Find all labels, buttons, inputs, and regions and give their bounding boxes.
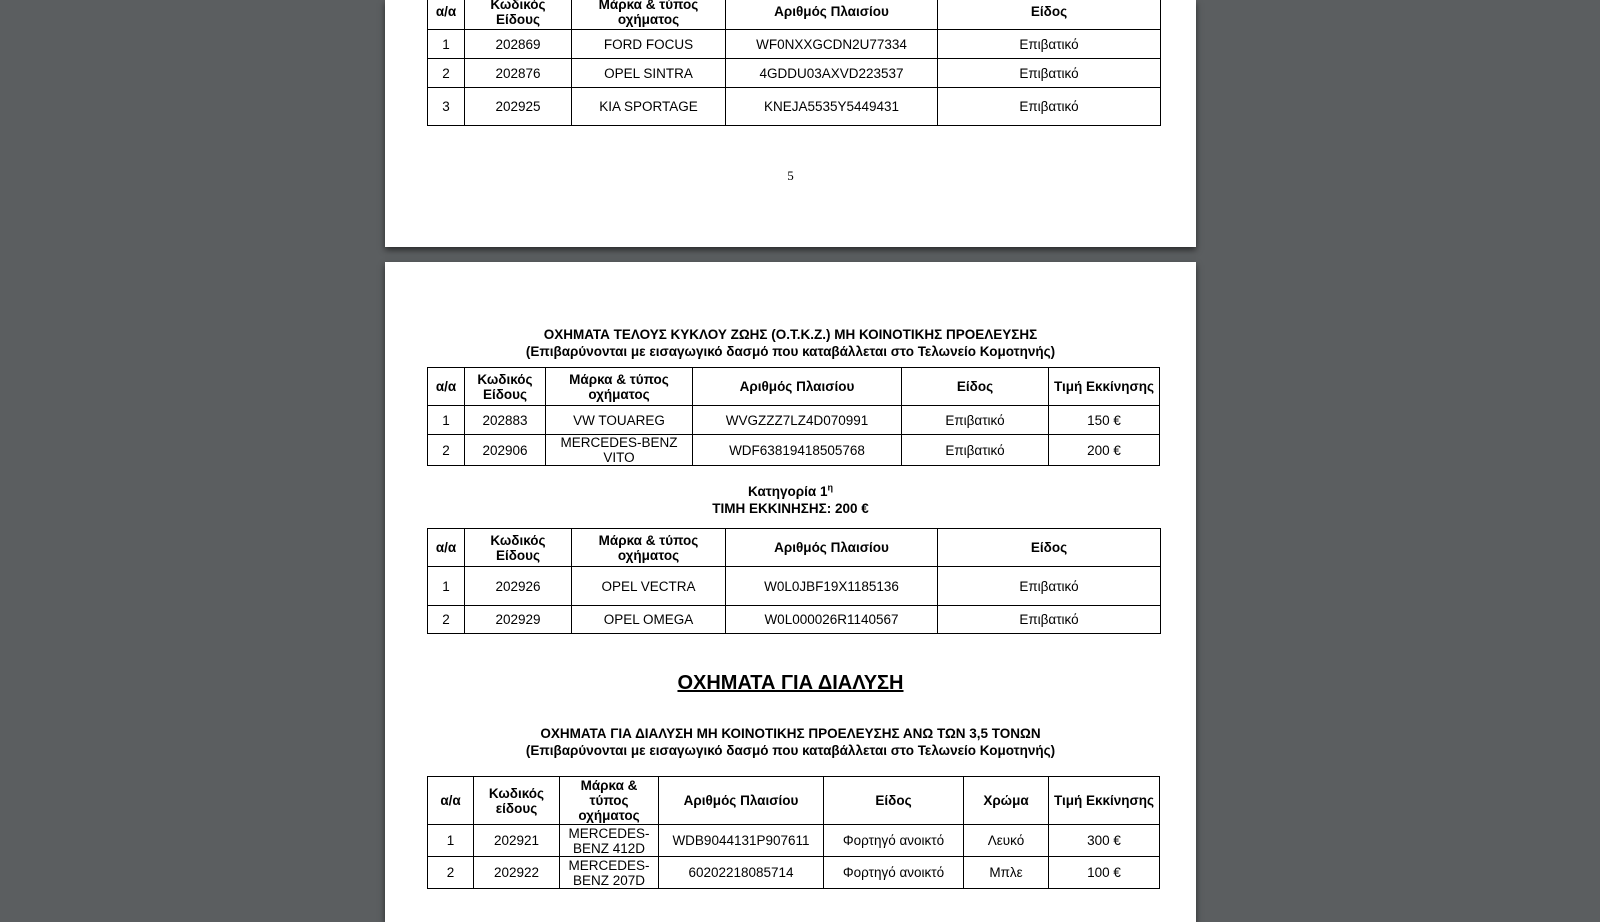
cell-starting-price: 100 € bbox=[1049, 857, 1160, 889]
table-row bbox=[428, 825, 1160, 857]
header-make-model: Μάρκα & τύπος οχήματος bbox=[572, 0, 726, 30]
category-title bbox=[385, 483, 1196, 500]
category-vehicles-table bbox=[427, 528, 1161, 634]
cell-aa: 2 bbox=[428, 857, 474, 889]
cell-item-code: 202883 bbox=[465, 406, 546, 435]
category-starting-price: ΤΙΜΗ ΕΚΚΙΝΗΣΗΣ: 200 € bbox=[712, 501, 869, 516]
table-row bbox=[428, 59, 1161, 88]
cell-color: Μπλε bbox=[964, 857, 1049, 889]
cell-chassis-number: WF0NXXGCDN2U77334 bbox=[726, 30, 938, 59]
cell-item-code: 202876 bbox=[465, 59, 572, 88]
cell-chassis-number: WDF63819418505768 bbox=[693, 435, 902, 466]
cell-aa: 1 bbox=[428, 825, 474, 857]
header-color: Χρώμα bbox=[964, 777, 1049, 825]
header-chassis-number: Αριθμός Πλαισίου bbox=[693, 368, 902, 406]
header-type: Είδος bbox=[902, 368, 1049, 406]
vehicles-table-page5 bbox=[427, 0, 1161, 126]
dismantle-main-heading: ΟΧΗΜΑΤΑ ΓΙΑ ΔΙΑΛΥΣΗ bbox=[677, 672, 904, 694]
header-make-model: Μάρκα & τύπος οχήματος bbox=[572, 529, 726, 567]
table-row bbox=[428, 30, 1161, 59]
cell-color: Λευκό bbox=[964, 825, 1049, 857]
header-item-code: Κωδικός Είδους bbox=[465, 0, 572, 30]
cell-chassis-number: 60202218085714 bbox=[659, 857, 824, 889]
header-type: Είδος bbox=[938, 529, 1161, 567]
header-aa: α/α bbox=[428, 529, 465, 567]
cell-type: Επιβατικό bbox=[938, 567, 1161, 606]
cell-starting-price: 200 € bbox=[1049, 435, 1160, 466]
table-row bbox=[428, 857, 1160, 889]
otkz-section-title: ΟΧΗΜΑΤΑ ΤΕΛΟΥΣ ΚΥΚΛΟΥ ΖΩΗΣ (Ο.Τ.Κ.Ζ.) ΜΗ ΚΟΙΝΟΤΙΚΗΣ ΠΡΟΕΛΕΥΣΗΣ bbox=[543, 327, 1038, 342]
cell-aa: 1 bbox=[428, 30, 465, 59]
cell-make-model: KIA SPORTAGE bbox=[572, 88, 726, 126]
cell-item-code: 202906 bbox=[465, 435, 546, 466]
cell-aa: 3 bbox=[428, 88, 465, 126]
cell-type: Επιβατικό bbox=[938, 606, 1161, 634]
cell-type: Φορτηγό ανοικτό bbox=[824, 825, 964, 857]
cell-make-model: FORD FOCUS bbox=[572, 30, 726, 59]
cell-item-code: 202926 bbox=[465, 567, 572, 606]
table-header-row bbox=[428, 368, 1160, 406]
cell-chassis-number: 4GDDU03AXVD223537 bbox=[726, 59, 938, 88]
cell-item-code: 202921 bbox=[474, 825, 560, 857]
table-row bbox=[428, 406, 1160, 435]
header-item-code: Κωδικός Είδους bbox=[465, 368, 546, 406]
cell-aa: 1 bbox=[428, 567, 465, 606]
header-make-model: Μάρκα & τύπος οχήματος bbox=[560, 777, 659, 825]
cell-chassis-number: W0L0JBF19X1185136 bbox=[726, 567, 938, 606]
cell-type: Επιβατικό bbox=[938, 30, 1161, 59]
cell-make-model: MERCEDES-BENZ VITO bbox=[546, 435, 693, 466]
cell-chassis-number: W0L000026R1140567 bbox=[726, 606, 938, 634]
cell-type: Επιβατικό bbox=[938, 59, 1161, 88]
cell-aa: 2 bbox=[428, 606, 465, 634]
table-row bbox=[428, 606, 1161, 634]
cell-make-model: OPEL OMEGA bbox=[572, 606, 726, 634]
cell-chassis-number: WVGZZZ7LZ4D070991 bbox=[693, 406, 902, 435]
otkz-vehicles-table bbox=[427, 367, 1160, 466]
table-header-row bbox=[428, 777, 1160, 825]
header-aa: α/α bbox=[428, 0, 465, 30]
header-type: Είδος bbox=[824, 777, 964, 825]
table-row bbox=[428, 567, 1161, 606]
cell-make-model: VW TOUAREG bbox=[546, 406, 693, 435]
cell-type: Φορτηγό ανοικτό bbox=[824, 857, 964, 889]
header-chassis-number: Αριθμός Πλαισίου bbox=[726, 529, 938, 567]
table-header-row bbox=[428, 529, 1161, 567]
table-header-row bbox=[428, 0, 1161, 30]
category-superscript: η bbox=[827, 482, 833, 493]
document-page-5 bbox=[385, 0, 1196, 247]
cell-type: Επιβατικό bbox=[938, 88, 1161, 126]
header-aa: α/α bbox=[428, 368, 465, 406]
header-item-code: Κωδικός Είδους bbox=[465, 529, 572, 567]
cell-make-model: OPEL SINTRA bbox=[572, 59, 726, 88]
header-item-code: Κωδικός είδους bbox=[474, 777, 560, 825]
cell-make-model: MERCEDES-BENZ 412D bbox=[560, 825, 659, 857]
header-starting-price: Τιμή Εκκίνησης bbox=[1049, 368, 1160, 406]
cell-aa: 1 bbox=[428, 406, 465, 435]
dismantle-section-title: ΟΧΗΜΑΤΑ ΓΙΑ ΔΙΑΛΥΣΗ ΜΗ ΚΟΙΝΟΤΙΚΗΣ ΠΡΟΕΛΕΥΣΗΣ ΑΝΩ ΤΩΝ 3,5 ΤΟΝΩΝ bbox=[540, 726, 1041, 741]
cell-chassis-number: KNEJA5535Y5449431 bbox=[726, 88, 938, 126]
cell-type: Επιβατικό bbox=[902, 406, 1049, 435]
cell-item-code: 202925 bbox=[465, 88, 572, 126]
dismantle-section-subtitle: (Επιβαρύνονται με εισαγωγικό δασμό που καταβάλλεται στο Τελωνείο Κομοτηνής) bbox=[525, 743, 1056, 758]
dismantle-vehicles-table bbox=[427, 776, 1160, 889]
category-label: Κατηγορία 1 bbox=[748, 484, 828, 499]
cell-type: Επιβατικό bbox=[902, 435, 1049, 466]
cell-make-model: OPEL VECTRA bbox=[572, 567, 726, 606]
header-chassis-number: Αριθμός Πλαισίου bbox=[726, 0, 938, 30]
header-starting-price: Τιμή Εκκίνησης bbox=[1049, 777, 1160, 825]
table-row bbox=[428, 88, 1161, 126]
cell-starting-price: 150 € bbox=[1049, 406, 1160, 435]
table-row bbox=[428, 435, 1160, 466]
cell-aa: 2 bbox=[428, 59, 465, 88]
page-number: 5 bbox=[787, 168, 794, 183]
header-chassis-number: Αριθμός Πλαισίου bbox=[659, 777, 824, 825]
header-make-model: Μάρκα & τύπος οχήματος bbox=[546, 368, 693, 406]
cell-make-model: MERCEDES-BENZ 207D bbox=[560, 857, 659, 889]
cell-chassis-number: WDB9044131P907611 bbox=[659, 825, 824, 857]
cell-item-code: 202869 bbox=[465, 30, 572, 59]
cell-starting-price: 300 € bbox=[1049, 825, 1160, 857]
cell-item-code: 202929 bbox=[465, 606, 572, 634]
cell-aa: 2 bbox=[428, 435, 465, 466]
document-page-6 bbox=[385, 262, 1196, 922]
header-aa: α/α bbox=[428, 777, 474, 825]
otkz-section-subtitle: (Επιβαρύνονται με εισαγωγικό δασμό που καταβάλλεται στο Τελωνείο Κομοτηνής) bbox=[525, 344, 1056, 359]
cell-item-code: 202922 bbox=[474, 857, 560, 889]
header-type: Είδος bbox=[938, 0, 1161, 30]
